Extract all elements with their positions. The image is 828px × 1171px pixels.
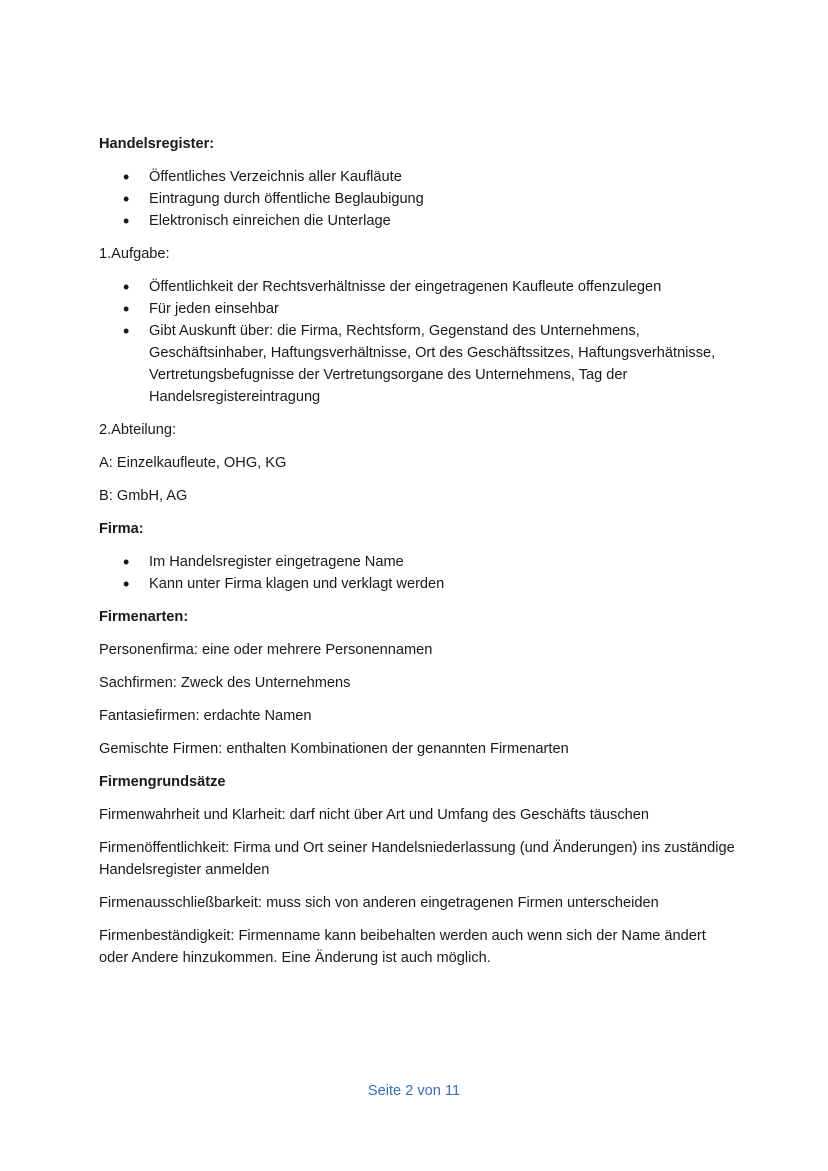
list-item: • Gibt Auskunft über: die Firma, Rechtsform, Gegenstand des Unternehmens, Geschäftsinhaber, Haftungsverhältnisse, Ort des Geschäftssitzes, Haftungsverhätnisse, Vertretungsbefugnisse der Vertretungsorgane des Unternehmens, Tag der Handelsregistereintragung [149,320,739,408]
heading-firmenarten: Firmenarten: [99,609,189,625]
grundsatz-paragraph: Firmenausschließbarkeit: muss sich von anderen eingetragenen Firmen unterscheiden [99,895,659,911]
document-page [99,133,739,980]
list-item: • Für jeden einsehbar [149,298,739,320]
aufgabe-list [99,276,739,408]
heading-handelsregister: Handelsregister: [99,136,215,152]
heading-abteilung: 2.Abteilung: [99,422,177,438]
grundsatz-paragraph: Firmenwahrheit und Klarheit: darf nicht über Art und Umfang des Geschäfts täuschen [99,807,649,823]
grundsatz-paragraph: Firmenbeständigkeit: Firmenname kann beibehalten werden auch wenn sich der Name ändert oder Andere hinzukommen. Eine Änderung ist auch möglich. [99,928,706,966]
firmenart-paragraph: Personenfirma: eine oder mehrere Personennamen [99,642,433,658]
firmenart-paragraph: Fantasiefirmen: erdachte Namen [99,708,312,724]
abteilung-b: B: GmbH, AG [99,488,188,504]
firmenart-paragraph: Sachfirmen: Zweck des Unternehmens [99,675,351,691]
list-item: • Öffentlichkeit der Rechtsverhältnisse der eingetragenen Kaufleute offenzulegen [149,276,739,298]
list-item: • Eintragung durch öffentliche Beglaubigung [149,188,739,210]
list-item: • Öffentliches Verzeichnis aller Kaufläute [149,166,739,188]
grundsatz-paragraph: Firmenöffentlichkeit: Firma und Ort seiner Handelsniederlassung (und Änderungen) ins zuständige Handelsregister anmelden [99,840,735,878]
handelsregister-list [99,166,739,232]
heading-firmengrundsaetze: Firmengrundsätze [99,774,226,790]
page-number-footer: Seite 2 von 11 [367,1083,461,1099]
firma-list [99,551,739,595]
abteilung-a: A: Einzelkaufleute, OHG, KG [99,455,287,471]
heading-firma: Firma: [99,521,144,537]
list-item: • Im Handelsregister eingetragene Name [149,551,739,573]
list-item: • Elektronisch einreichen die Unterlage [149,210,739,232]
list-item: • Kann unter Firma klagen und verklagt werden [149,573,739,595]
heading-aufgabe: 1.Aufgabe: [99,246,170,262]
firmenart-paragraph: Gemischte Firmen: enthalten Kombinationen der genannten Firmenarten [99,741,569,757]
